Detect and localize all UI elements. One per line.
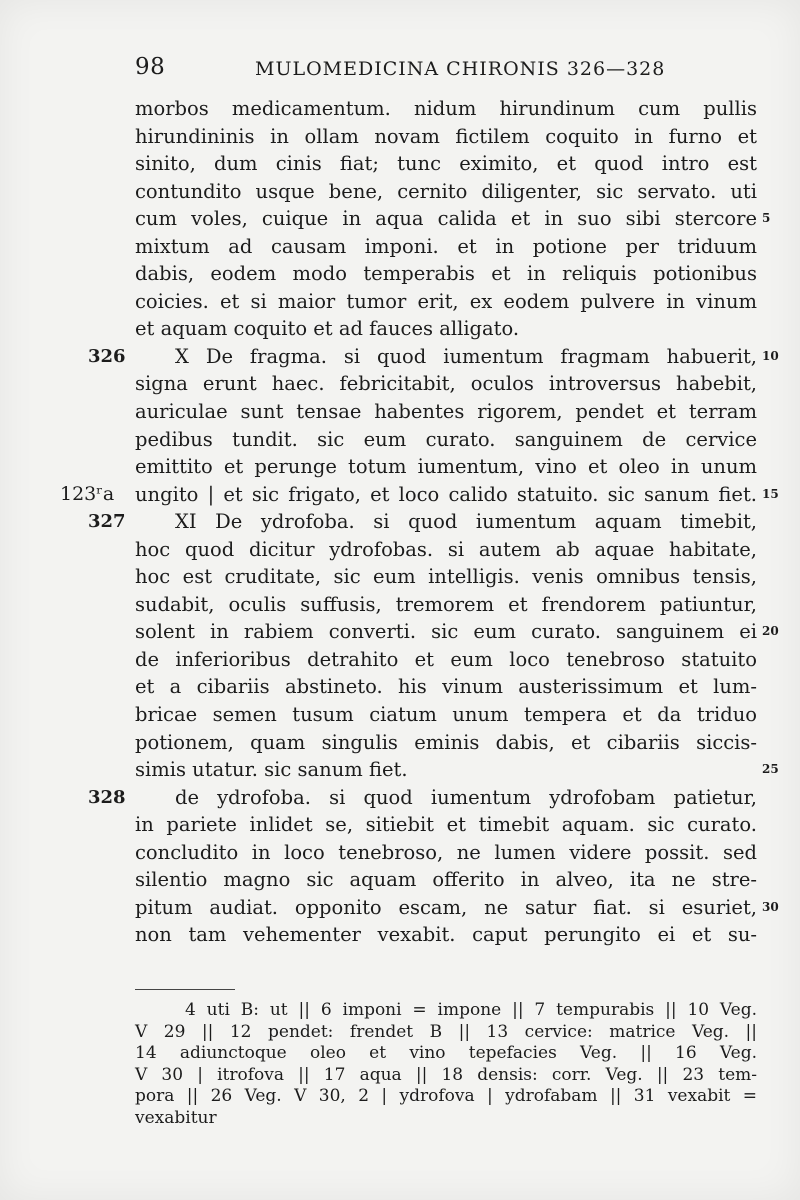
line-text: de ydrofoba. si quod iumentum ydrofobam patietur, — [175, 785, 757, 809]
line-text: coicies. et si maior tumor erit, ex eodem pulvere in vinum — [135, 289, 757, 313]
line-number: 15 — [762, 486, 779, 501]
section-number: 327 — [88, 511, 126, 533]
text-line — [0, 508, 800, 536]
line-text: solent in rabiem converti. sic eum curato. sanguinem ei — [135, 620, 757, 644]
line-text: pedibus tundit. sic eum curato. sanguinem de cervice — [135, 427, 757, 451]
line-text: ungito | et sic frigato, et loco calido statuito. sic sanum fiet. — [135, 482, 757, 506]
line-text: hoc quod dicitur ydrofobas. si autem ab aquae habitate, — [135, 537, 757, 561]
text-line — [0, 866, 800, 894]
section-number: 328 — [88, 786, 126, 808]
line-number: 30 — [762, 899, 779, 914]
apparatus-line: vexabitur — [135, 1107, 217, 1128]
line-text: non tam vehementer vexabit. caput perungito ei et su- — [135, 923, 757, 947]
text-line — [0, 591, 800, 619]
running-head: MULOMEDICINA CHIRONIS 326—328 — [255, 58, 666, 80]
apparatus-line: 14 adiunctoque oleo et vino tepefacies Veg. || 16 Veg. — [135, 1043, 757, 1063]
line-text: contundito usque bene, cernito diligenter, sic servato. uti — [135, 179, 757, 203]
text-line — [0, 756, 800, 784]
footnote-rule — [135, 989, 235, 990]
text-line — [0, 343, 800, 371]
text-line — [0, 233, 800, 261]
line-text: cum voles, cuique in aqua calida et in suo sibi stercore — [135, 207, 757, 231]
apparatus-line: 4 uti B: ut || 6 imponi = impone || 7 tempurabis || 10 Veg. — [185, 1000, 757, 1020]
line-number: 20 — [762, 624, 779, 639]
text-line — [0, 453, 800, 481]
line-text: in pariete inlidet se, sitiebit et timebit aquam. sic curato. — [135, 813, 757, 837]
text-line — [0, 729, 800, 757]
line-text: pitum audiat. opponito escam, ne satur fiat. si esuriet, — [135, 895, 757, 919]
line-number: 10 — [762, 348, 779, 363]
text-line — [0, 618, 800, 646]
text-line — [0, 123, 800, 151]
line-text: et a cibariis abstineto. his vinum austerissimum et lum- — [135, 675, 757, 699]
text-line — [0, 205, 800, 233]
line-text: sudabit, oculis suffusis, tremorem et frendorem patiuntur, — [135, 592, 757, 616]
text-line — [0, 95, 800, 123]
section-number: 326 — [88, 345, 126, 367]
line-text: hoc est cruditate, sic eum intelligis. venis omnibus tensis, — [135, 565, 757, 589]
line-text: silentio magno sic aquam offerito in alveo, ita ne stre- — [135, 868, 757, 892]
text-line — [0, 646, 800, 674]
text-line — [0, 894, 800, 922]
line-text: auriculae sunt tensae habentes rigorem, pendet et terram — [135, 400, 757, 424]
critical-apparatus — [135, 1000, 757, 1129]
line-text: concludito in loco tenebroso, ne lumen videre possit. sed — [135, 840, 757, 864]
main-text — [0, 95, 800, 949]
line-text: dabis, eodem modo temperabis et in reliquis potionibus — [135, 262, 757, 286]
line-number: 25 — [762, 762, 779, 777]
text-line — [0, 921, 800, 949]
line-text: de inferioribus detrahito et eum loco tenebroso statuito — [135, 647, 757, 671]
apparatus-line: pora || 26 Veg. V 30, 2 | ydrofova | ydrofabam || 31 vexabit = — [135, 1086, 757, 1106]
folio-marker: 123ʳa — [60, 482, 115, 505]
line-text: mixtum ad causam imponi. et in potione per triduum — [135, 234, 757, 258]
page-number: 98 — [135, 54, 166, 80]
text-line — [0, 563, 800, 591]
line-text: sinito, dum cinis fiat; tunc eximito, et quod intro est — [135, 152, 757, 176]
line-number: 5 — [762, 211, 771, 226]
line-text: et aquam coquito et ad fauces alligato. — [135, 317, 520, 341]
line-text: hirundininis in ollam novam fictilem coquito in furno et — [135, 124, 757, 148]
text-line — [0, 701, 800, 729]
line-text: simis utatur. sic sanum fiet. — [135, 758, 408, 782]
text-line — [0, 784, 800, 812]
line-text: potionem, quam singulis eminis dabis, et cibariis siccis- — [135, 730, 757, 754]
text-line — [0, 811, 800, 839]
apparatus-line: V 30 | itrofova || 17 aqua || 18 densis: corr. Veg. || 23 tem- — [135, 1064, 757, 1085]
page-header — [0, 52, 800, 92]
apparatus-line: V 29 || 12 pendet: frendet B || 13 cervice: matrice Veg. || — [135, 1021, 757, 1042]
line-text: X De fragma. si quod iumentum fragmam habuerit, — [175, 344, 757, 368]
text-line — [0, 426, 800, 454]
line-text: bricae semen tusum ciatum unum tempera et da triduo — [135, 703, 757, 727]
line-text: XI De ydrofoba. si quod iumentum aquam timebit, — [175, 510, 757, 534]
text-line — [0, 260, 800, 288]
text-line — [0, 839, 800, 867]
text-line — [0, 370, 800, 398]
line-text: morbos medicamentum. nidum hirundinum cum pullis — [135, 97, 757, 120]
text-line — [0, 150, 800, 178]
text-line — [0, 315, 800, 343]
text-line — [0, 178, 800, 206]
text-line — [0, 288, 800, 316]
text-line — [0, 536, 800, 564]
text-line — [0, 398, 800, 426]
line-text: emittito et perunge totum iumentum, vino et oleo in unum — [135, 455, 757, 479]
line-text: signa erunt haec. febricitabit, oculos introversus habebit, — [135, 372, 757, 396]
text-line — [0, 673, 800, 701]
text-line — [0, 481, 800, 509]
